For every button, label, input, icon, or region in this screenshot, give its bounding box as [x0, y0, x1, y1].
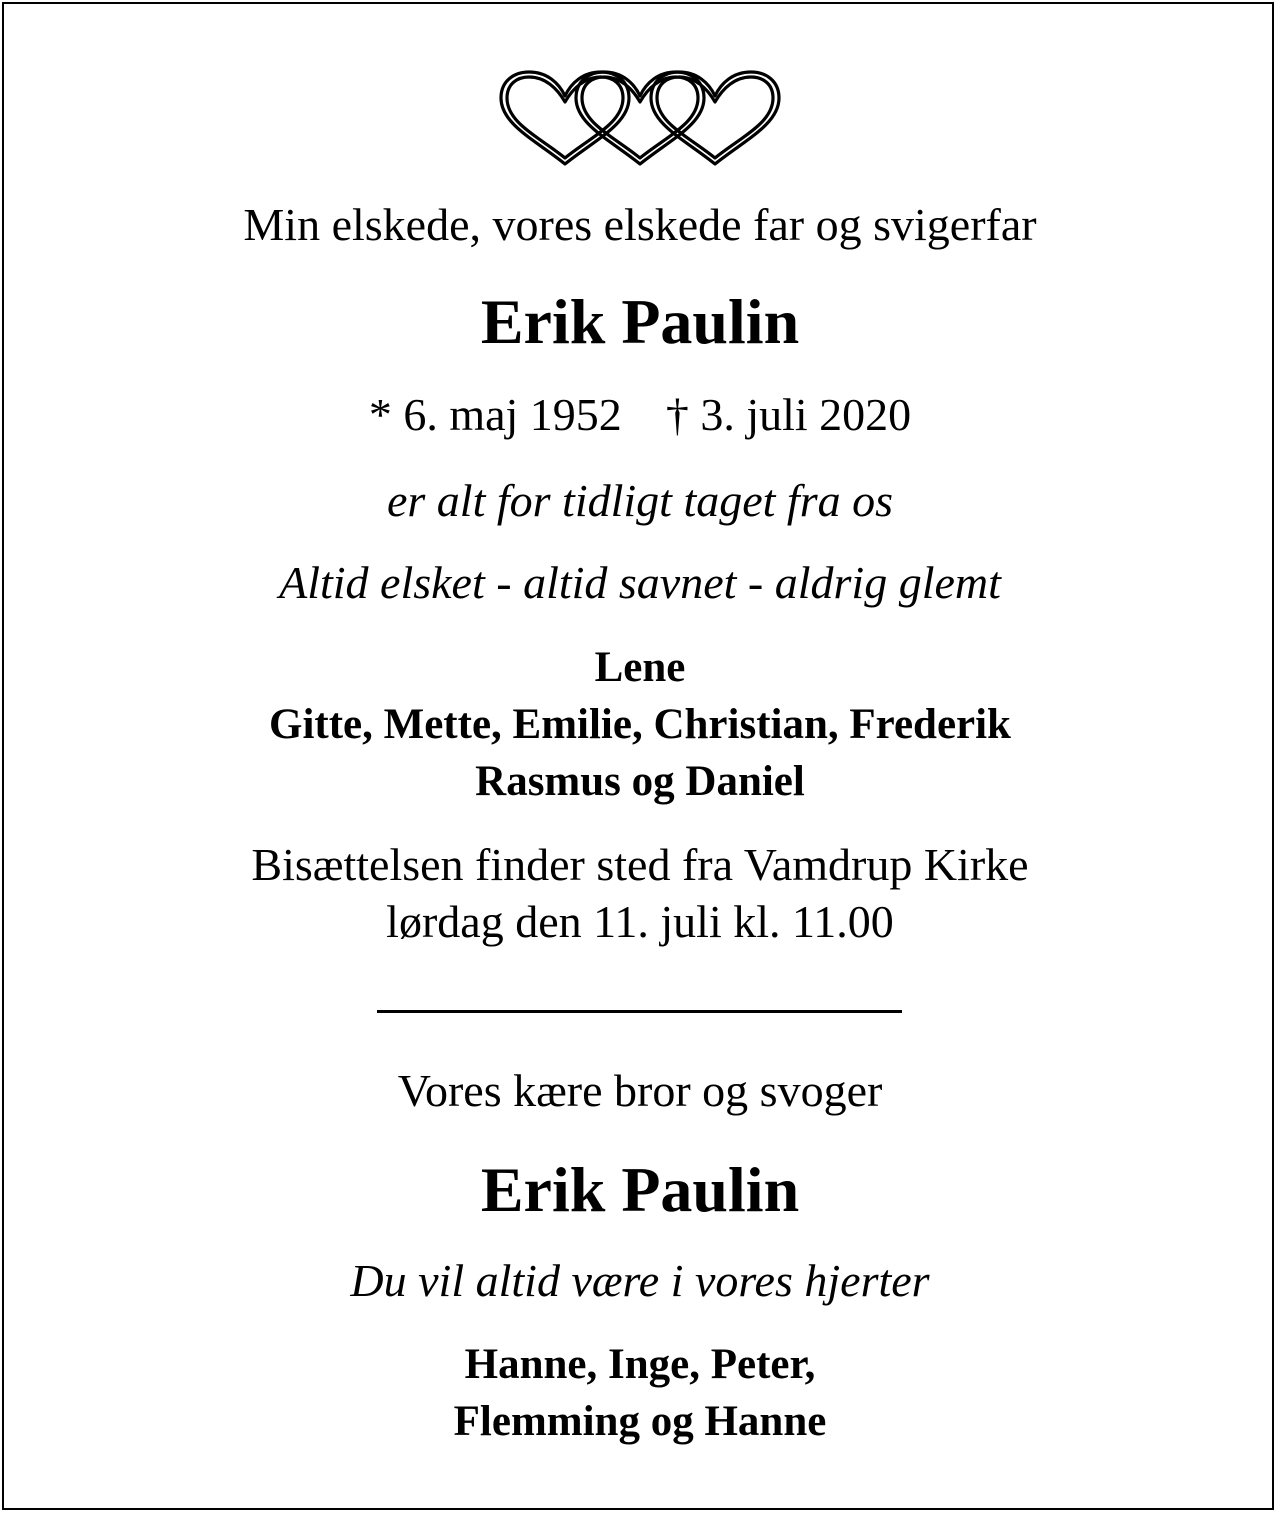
- intro-text: Min elskede, vores elskede far og svigerfar: [243, 199, 1037, 250]
- second-family-line-2: Flemming og Hanne: [453, 1398, 827, 1445]
- second-family-line-1: Hanne, Inge, Peter,: [464, 1341, 816, 1388]
- funeral-line-2: lørdag den 11. juli kl. 11.00: [386, 896, 894, 947]
- funeral-line-1: Bisættelsen finder sted fra Vamdrup Kirke: [251, 839, 1029, 890]
- second-intro-text: Vores kære bror og svoger: [397, 1065, 883, 1116]
- three-hearts-icon: [495, 66, 785, 170]
- life-dates: [0, 389, 1280, 440]
- section-divider: [377, 1010, 902, 1013]
- remembrance-line: Altid elsket - altid savnet - aldrig glemt: [279, 557, 1001, 608]
- family-line-1: Lene: [594, 644, 686, 691]
- second-deceased-name: Erik Paulin: [480, 1154, 800, 1225]
- death-date: † 3. juli 2020: [665, 389, 912, 440]
- family-line-3: Rasmus og Daniel: [475, 758, 805, 805]
- birth-date: * 6. maj 1952: [368, 389, 622, 440]
- deceased-name: Erik Paulin: [480, 286, 800, 357]
- second-remembrance-line: Du vil altid være i vores hjerter: [350, 1255, 930, 1306]
- farewell-line: er alt for tidligt taget fra os: [386, 475, 894, 526]
- family-line-2: Gitte, Mette, Emilie, Christian, Frederik: [269, 701, 1011, 748]
